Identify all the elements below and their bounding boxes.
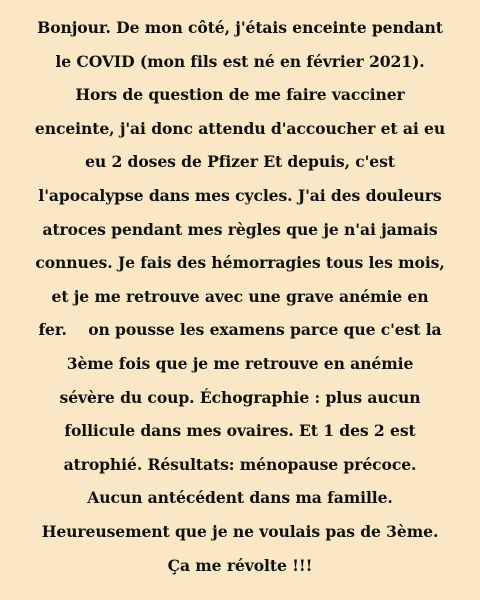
post-text-line: connues. Je fais des hémorragies tous les mois, [35,253,445,273]
post-text-line: fer. on pousse les examens parce que c'est la [38,320,442,340]
post-text-line: et je me retrouve avec une grave anémie en [51,286,429,306]
post-text-line: Aucun antécédent dans ma famille. [87,488,393,508]
post-text-block [12,11,468,582]
post-text-line: atroces pendant mes règles que je n'ai jamais [42,219,438,239]
post-text-line: Bonjour. De mon côté, j'étais enceinte pendant [37,18,443,37]
post-text-line: atrophié. Résultats: ménopause précoce. [63,454,417,474]
post-text-line: Ça me révolte !!! [167,555,313,575]
post-text-line: enceinte, j'ai donc attendu d'accoucher et ai eu [34,118,446,138]
post-text-line: sévère du coup. Échographie : plus aucun [59,387,421,407]
post-text-line: Heureusement que je ne voulais pas de 3ème. [41,521,439,541]
post-text-line: eu 2 doses de Pfizer Et depuis, c'est [85,152,395,172]
post-text-line: 3ème fois que je me retrouve en anémie [66,353,414,373]
post-text-line: le COVID (mon fils est né en février 2021). [55,51,425,71]
post-text-line: Hors de question de me faire vacciner [75,85,405,105]
post-text-line: follicule dans mes ovaires. Et 1 des 2 est [64,421,416,441]
post-text-line: l'apocalypse dans mes cycles. J'ai des douleurs [38,185,442,205]
